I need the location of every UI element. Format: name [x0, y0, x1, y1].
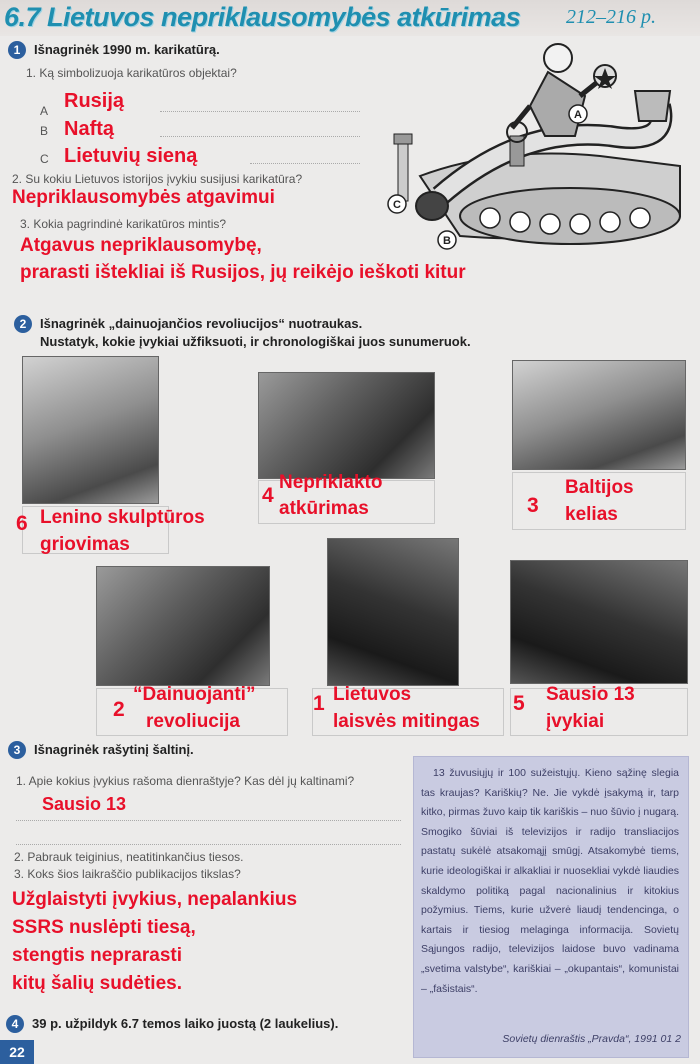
photo-order-number: 3	[527, 494, 539, 517]
task-number-badge: 4	[6, 1015, 24, 1033]
photo-order-number: 6	[16, 512, 28, 535]
option-letter: A	[40, 104, 49, 118]
task1-answer3-line2: prarasti ištekliai iš Rusijos, jų reikėjo ieškoti kitur	[20, 262, 466, 283]
answer-line	[16, 844, 401, 845]
task-number-badge: 3	[8, 741, 26, 759]
source-footer: Sovietų dienraštis „Pravda“, 1991 01 2	[502, 1033, 681, 1045]
photo-caption-line1: Sausio 13	[546, 684, 635, 705]
photo-caption-line1: Nepriklakto	[279, 472, 383, 493]
task2-instruction-line2: Nustatyk, kokie įvykiai užfiksuoti, ir chronologiškai juos sunumeruok.	[40, 334, 471, 349]
cartoon-label-c: C	[393, 199, 401, 211]
photo-singing-revolution	[96, 566, 270, 686]
task1-question2: 2. Su kokiu Lietuvos istorijos įvykiu susijusi karikatūra?	[12, 172, 303, 186]
task2-instruction-line1: Išnagrinėk „dainuojančios revoliucijos“ nuotraukas.	[40, 316, 363, 331]
photo-caption-line1: Baltijos	[565, 477, 634, 498]
answer-a: Rusiją	[64, 90, 125, 112]
task4-instruction: 39 p. užpildyk 6.7 temos laiko juostą (2 laukelius).	[32, 1016, 339, 1031]
photo-order-number: 2	[113, 698, 125, 721]
photo-caption-line2: atkūrimas	[279, 498, 369, 519]
page-range: 212–216 p.	[566, 6, 656, 28]
task1-instruction: Išnagrinėk 1990 m. karikatūrą.	[34, 42, 220, 57]
photo-caption-line2: įvykiai	[546, 711, 605, 732]
answer-c: Lietuvių sieną	[64, 145, 198, 167]
page-number: 22	[0, 1040, 34, 1064]
photo-order-number: 4	[262, 484, 274, 507]
option-letter: C	[40, 152, 49, 166]
task3-answer1: Sausio 13	[42, 794, 127, 814]
answer-line	[160, 136, 360, 137]
task1-question1: 1. Ką simbolizuoja karikatūros objektai?	[26, 66, 237, 80]
photo-order-number: 5	[513, 692, 525, 715]
answer-b: Naftą	[64, 118, 115, 140]
cartoon-illustration	[380, 36, 696, 256]
task1-question3: 3. Kokia pagrindinė karikatūros mintis?	[20, 217, 227, 231]
photo-caption-line2: kelias	[565, 504, 618, 525]
photo-caption-line1: Lenino skulptūros	[40, 507, 205, 528]
task3-question3: 3. Koks šios laikraščio publikacijos tikslas?	[14, 867, 241, 881]
cartoon-label-b: B	[443, 235, 451, 247]
photo-order-number: 1	[313, 692, 325, 715]
photo-freedom-rally	[327, 538, 459, 686]
task1-answer2: Nepriklausomybės atgavimui	[12, 187, 275, 208]
photo-caption-line2: revoliucija	[146, 711, 240, 732]
task3-instruction: Išnagrinėk rašytinį šaltinį.	[34, 742, 194, 757]
task3-answer3-line2: SSRS nuslėpti tiesą,	[12, 917, 196, 938]
photo-baltic-way	[512, 360, 686, 470]
option-letter: B	[40, 124, 49, 138]
task-number-badge: 2	[14, 315, 32, 333]
photo-lenin-statue	[22, 356, 159, 504]
answer-line	[16, 820, 401, 821]
task3-question1: 1. Apie kokius įvykius rašoma dienraštyje? Kas dėl jų kaltinami?	[16, 774, 355, 788]
source-text: 13 žuvusiųjų ir 100 sužeistųjų. Kieno sąžinę slegia tas kraujas? Kariškių? Ne. Jie vykdė įsakymą ir, tarp kitko, pirmas žuvo kaip tik kariškis – nuo šūvio į nugarą. Smogiko šūviai iš televizijos ir radijo transliacijos pastatų sukėlė atsakomąjį smūgį. Atsakomybė tiems, kurie ideologiškai ir alkakliai ir nuosekliai vykdė liaudies skaldymo politiką pagal nacionalinius ir kitokius požymius. Tiems, kurie užverė liaudį tendencinga, o kartais ir tiesiog melaginga informacija. Sovietų Sąjungos radijo, televizijos laidose buvo vadinama „svetima valstybe“, kariškiai – „okupantais“, komunistai – „fašistais“.	[421, 767, 679, 995]
task1-answer3-line1: Atgavus nepriklausomybę,	[20, 235, 262, 256]
photo-january-13	[510, 560, 688, 684]
answer-line	[250, 163, 360, 164]
photo-caption-line1: Lietuvos	[333, 684, 412, 705]
task-number-badge: 1	[8, 41, 26, 59]
task3-answer3-line4: kitų šalių sudėties.	[12, 973, 182, 994]
photo-caption-line2: griovimas	[40, 534, 130, 555]
answer-line	[160, 111, 360, 112]
photo-caption-line2: laisvės mitingas	[333, 711, 480, 732]
photo-independence-act	[258, 372, 435, 479]
photo-caption-line1: “Dainuojanti”	[133, 684, 256, 705]
task3-answer3-line1: Užglaistyti įvykius, nepalankius	[12, 889, 298, 910]
page-title: 6.7 Lietuvos nepriklausomybės atkūrimas	[4, 2, 521, 32]
cartoon-label-a: A	[574, 109, 582, 121]
task3-question2: 2. Pabrauk teiginius, neatitinkančius tiesos.	[14, 850, 244, 864]
task3-answer3-line3: stengtis neprarasti	[12, 945, 182, 966]
